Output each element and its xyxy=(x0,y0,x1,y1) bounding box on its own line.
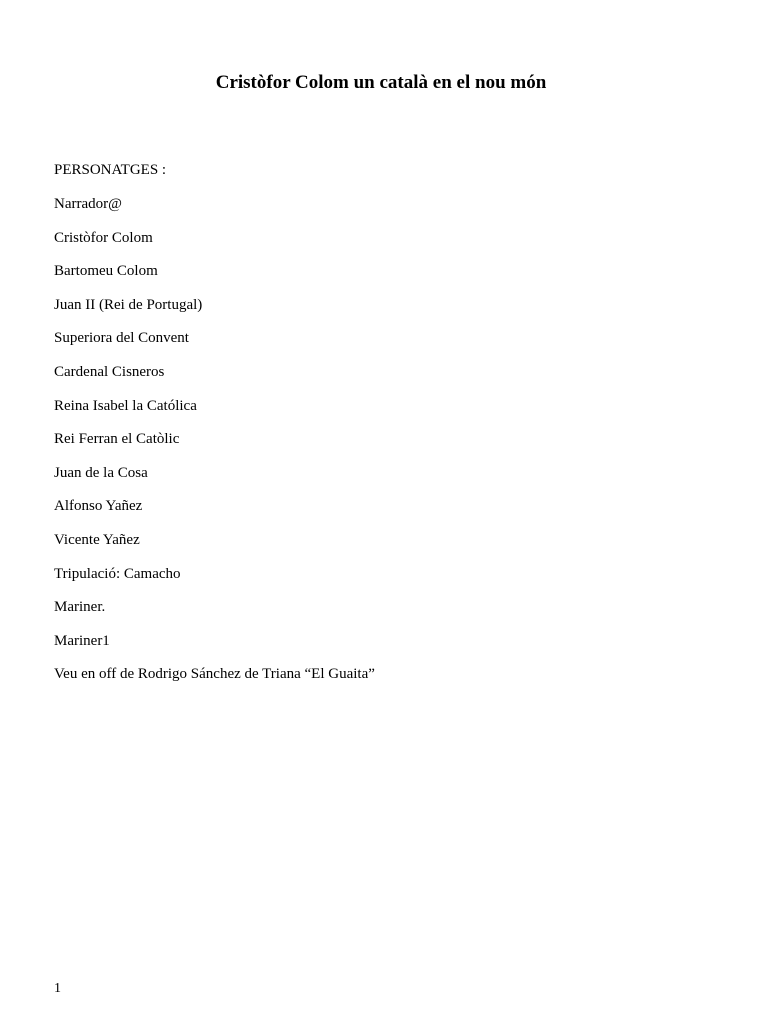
cast-list xyxy=(54,195,375,699)
cast-item: Vicente Yañez xyxy=(54,531,140,548)
cast-item: Juan de la Cosa xyxy=(54,464,148,481)
cast-item: Mariner. xyxy=(54,599,106,616)
cast-item: Veu en off de Rodrigo Sánchez de Triana “El Guaita” xyxy=(54,666,375,683)
cast-item: Superiora del Convent xyxy=(54,330,189,347)
cast-item: Juan II (Rei de Portugal) xyxy=(54,296,203,313)
cast-item: Narrador@ xyxy=(54,196,122,212)
cast-item: Rei Ferran el Catòlic xyxy=(54,431,180,448)
cast-item: Reina Isabel la Católica xyxy=(54,397,197,414)
cast-item: Tripulació: Camacho xyxy=(54,565,181,582)
document-title: Cristòfor Colom un català en el nou món xyxy=(215,72,547,93)
cast-item: Bartomeu Colom xyxy=(54,263,158,280)
page-number: 1 xyxy=(54,981,61,996)
cast-heading: PERSONATGES : xyxy=(54,162,167,178)
cast-item: Cardenal Cisneros xyxy=(54,363,165,380)
cast-item: Alfonso Yañez xyxy=(54,498,143,515)
cast-item: Mariner1 xyxy=(54,632,110,649)
cast-item: Cristòfor Colom xyxy=(54,229,153,246)
